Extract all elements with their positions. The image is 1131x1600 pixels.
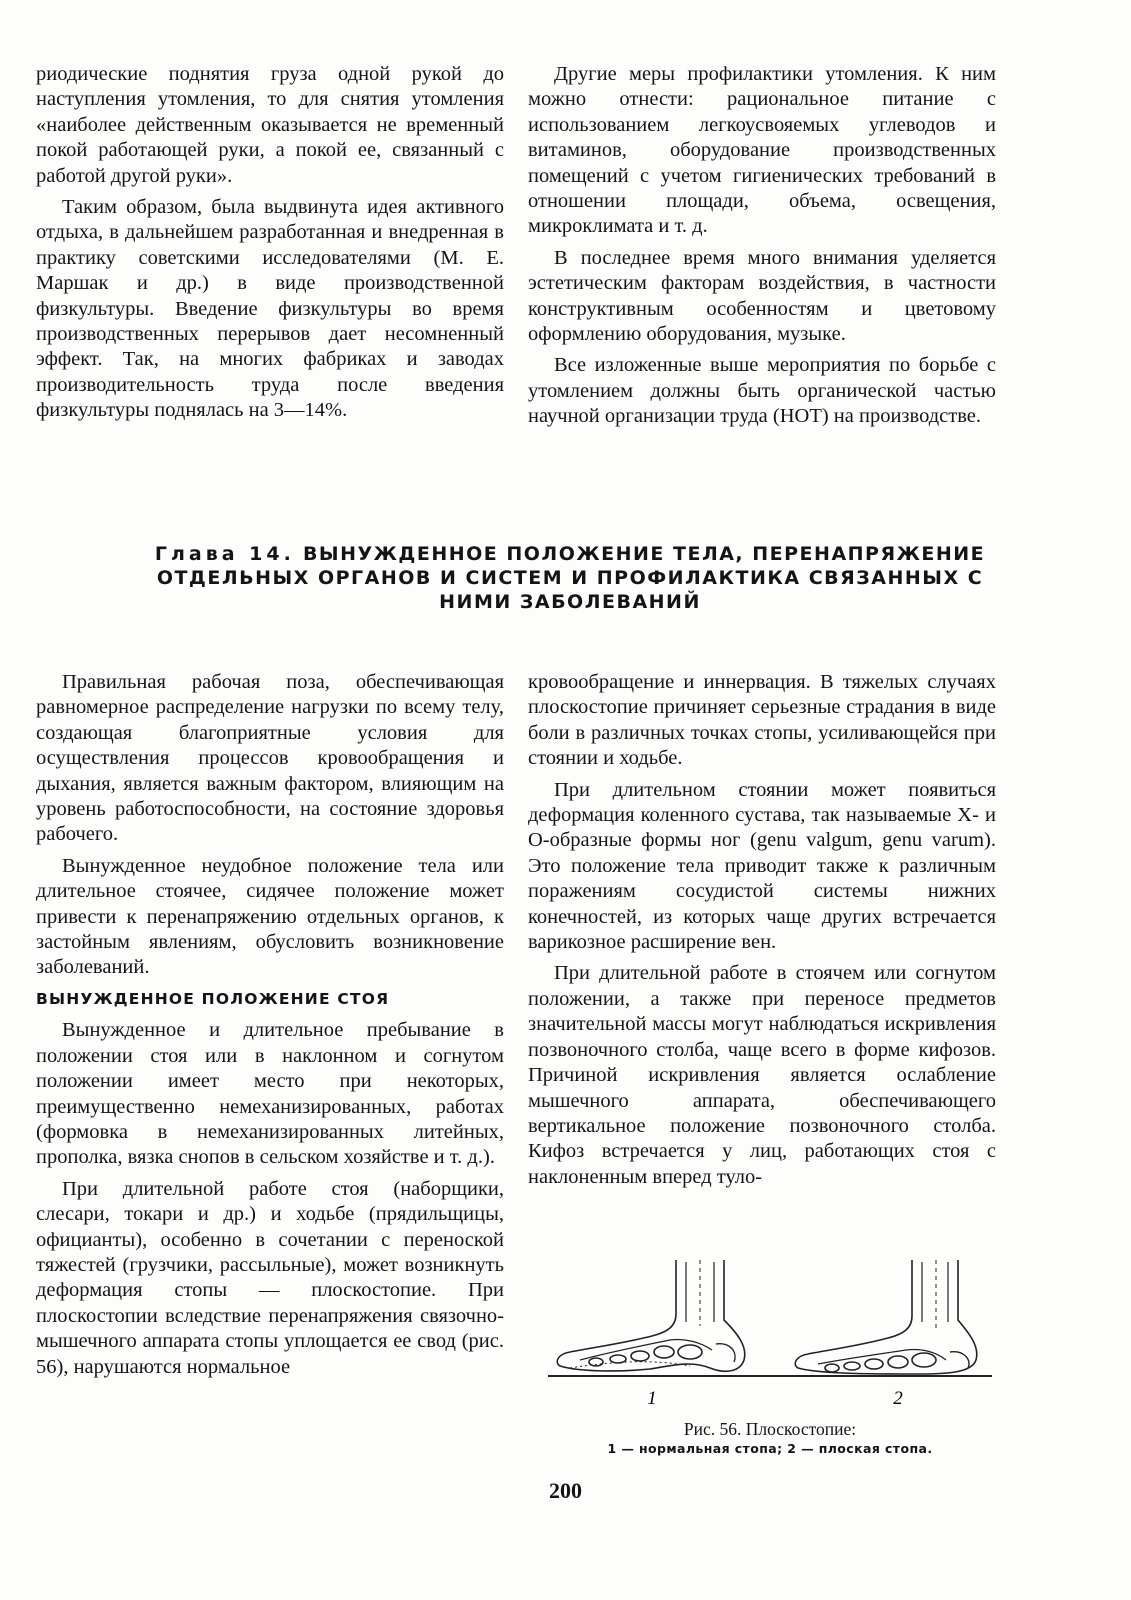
bottom-left-column <box>36 670 504 1386</box>
paragraph: кровообращение и иннервация. В тяжелых случаях плоскостопие причиняет серьезные страдания в виде боли в различных точках стопы, усиливающейся при стоянии и ходьбе. <box>528 671 996 770</box>
top-left-column <box>36 62 504 430</box>
paragraph: Вынужденное и длительное пребывание в положении стоя или в наклонном и согнутом положении имеет место при некоторых, преимущественно немеханизированных, работах (формовка в немеханизированных литейных, прополка, вязка снопов в сельском хозяйстве и т. д.). <box>36 1019 504 1169</box>
section-heading: ВЫНУЖДЕННОЕ ПОЛОЖЕНИЕ СТОЯ <box>36 989 390 1008</box>
paragraph: При длительном стоянии может появиться деформация коленного сустава, так называемые X- и O-образные формы ног (genu valgum, genu varum). Это положение тела приводит также к различным поражениям сосудистой системы нижних конечностей, из которых чаще других встречается варикозное расширение вен. <box>528 778 996 954</box>
paragraph: Вынужденное неудобное положение тела или длительное стоячее, сидячее положение может привести к перенапряжению отдельных органов, к застойным явлениям, обусловить возникновение заболеваний. <box>36 854 504 979</box>
paragraph: Все изложенные выше мероприятия по борьбе с утомлением должны быть органической частью научной организации труда (НОТ) на производстве. <box>528 354 996 428</box>
chapter-heading <box>140 542 1000 614</box>
top-right-column <box>528 62 996 436</box>
paragraph: Правильная рабочая поза, обеспечивающая равномерное распределение нагрузки по всему телу, создающая благоприятные условия для осуществления процессов кровообращения и дыхания, является важным фактором, влияющим на уровень работоспособности, на состояние здоровья рабочего. <box>36 671 504 846</box>
figure-label-1: 1 <box>647 1388 657 1409</box>
paragraph: При длительной работе стоя (наборщики, слесари, токари и др.) и ходьбе (прядильщицы, официанты), особенно в сочетании с переноской тяжестей (грузчики, рассыльные), может возникнуть деформация стопы — плоскостопие. При плоскостопии вследствие перенапряжения связочно-мышечного аппарата стопы уплощается ее свод (рис. 56), нарушаются нормальное <box>36 1177 504 1378</box>
page-number: 200 <box>549 1478 582 1503</box>
bottom-right-column <box>528 670 996 1196</box>
figure-label-2: 2 <box>893 1388 903 1409</box>
figure-legend: 1 — нормальная стопа; 2 — плоская стопа. <box>607 1441 933 1456</box>
paragraph: Таким образом, была выдвинута идея активного отдыха, в дальнейшем разработанная и внедренная в практику советскими исследователями (М. Е. Маршак и др.) в виде производственной физкультуры. Введение физкультуры во время производственных перерывов дает несомненный эффект. Так, на многих фабриках и заводах производительность труда после введения физкультуры поднялась на 3—14%. <box>36 196 504 422</box>
normal-foot-drawing <box>557 1260 745 1371</box>
paragraph: При длительной работе в стоячем или согнутом положении, а также при переносе предметов значительной массы могут наблюдаться искривления позвоночного столба, чаще всего в форме кифозов. Причиной искривления является ослабление мышечного аппарата, обеспечивающего вертикальное положение позвоночного столба. Кифоз встречается у лиц, работающих стоя с наклоненным вперед туло- <box>528 962 996 1188</box>
chapter-number: Глава 14. <box>154 543 295 565</box>
figure-title: Рис. 56. Плоскостопие: <box>683 1419 857 1439</box>
chapter-title: ВЫНУЖДЕННОЕ ПОЛОЖЕНИЕ ТЕЛА, ПЕРЕНАПРЯЖЕНИЕ ОТДЕЛЬНЫХ ОРГАНОВ И СИСТЕМ И ПРОФИЛАКТИКА СВЯЗАННЫХ С НИМИ ЗАБОЛЕВАНИЙ <box>156 543 986 613</box>
figure-caption <box>540 1418 1000 1458</box>
feet-illustration <box>540 1256 1000 1416</box>
paragraph: В последнее время много внимания уделяется эстетическим факторам воздействия, в частности конструктивным особенностям и цветовому оформлению оборудования, музыке. <box>528 246 996 346</box>
paragraph: риодические поднятия груза одной рукой до наступления утомления, то для снятия утомления «наиболее действенным оказывается не временный покой работающей руки, а покой ее, связанный с работой другой руки». <box>36 63 504 187</box>
paragraph: Другие меры профилактики утомления. К ним можно отнести: рациональное питание с использованием легкоусвояемых углеводов и витаминов, оборудование производственных помещений с учетом гигиенических требований в отношении площади, объема, освещения, микроклимата и т. д. <box>528 63 996 238</box>
flat-foot-drawing <box>795 1260 977 1374</box>
